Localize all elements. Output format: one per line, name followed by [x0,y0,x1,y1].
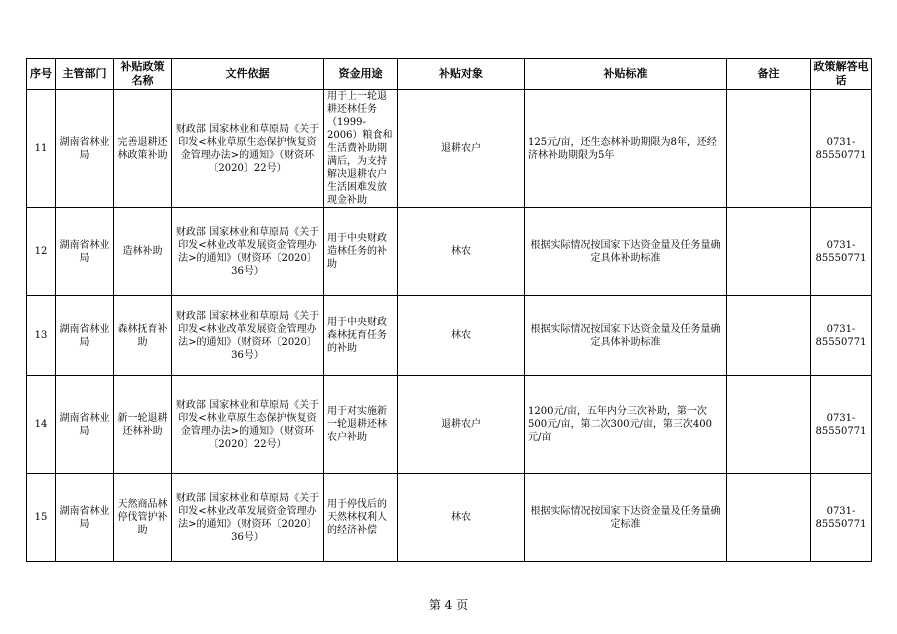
cell-standard: 1200元/亩，五年内分三次补助，第一次500元/亩，第二次300元/亩，第三次400元/亩 [525,376,727,474]
table-row [27,474,872,562]
cell-usage: 用于对实施新一轮退耕还林农户补助 [324,376,398,474]
table-row [27,90,872,208]
header-usage: 资金用途 [324,59,398,90]
cell-standard: 125元/亩，还生态林补助期限为8年，还经济林补助期限为5年 [525,90,727,208]
policy-table [26,58,872,562]
header-remark: 备注 [727,59,811,90]
cell-seq: 11 [27,90,56,208]
cell-remark [727,296,811,376]
cell-policy-name: 森林抚育补助 [114,296,172,376]
table-row [27,296,872,376]
cell-basis: 财政部 国家林业和草原局《关于印发<林业改革发展资金管理办法>的通知》（财资环〔2020〕36号） [172,296,324,376]
cell-basis: 财政部 国家林业和草原局《关于印发<林业改革发展资金管理办法>的通知》（财资环〔2020〕36号） [172,474,324,562]
cell-usage: 用于上一轮退耕还林任务（1999-2006）粮食和生活费补助期满后，为支持解决退耕农户生活困难发放现金补助 [324,90,398,208]
cell-dept: 湖南省林业局 [56,208,114,296]
cell-remark [727,208,811,296]
header-target: 补贴对象 [398,59,525,90]
cell-target: 林农 [398,296,525,376]
cell-seq: 13 [27,296,56,376]
header-dept: 主管部门 [56,59,114,90]
cell-target: 林农 [398,208,525,296]
cell-usage: 用于中央财政造林任务的补助 [324,208,398,296]
cell-remark [727,376,811,474]
cell-seq: 12 [27,208,56,296]
cell-dept: 湖南省林业局 [56,376,114,474]
cell-basis: 财政部 国家林业和草原局《关于印发<林业草原生态保护恢复资金管理办法>的通知》（财资环〔2020〕22号） [172,376,324,474]
table-row [27,208,872,296]
header-seq: 序号 [27,59,56,90]
cell-phone: 0731-85550771 [811,296,872,376]
cell-phone: 0731-85550771 [811,376,872,474]
cell-policy-name: 造林补助 [114,208,172,296]
cell-seq: 15 [27,474,56,562]
cell-seq: 14 [27,376,56,474]
cell-policy-name: 天然商品林停伐管护补助 [114,474,172,562]
header-row [27,59,872,90]
cell-phone: 0731-85550771 [811,90,872,208]
cell-standard: 根据实际情况按国家下达资金量及任务量确定具体补助标准 [525,296,727,376]
cell-dept: 湖南省林业局 [56,90,114,208]
cell-standard: 根据实际情况按国家下达资金量及任务量确定标准 [525,474,727,562]
cell-phone: 0731-85550771 [811,474,872,562]
cell-dept: 湖南省林业局 [56,296,114,376]
cell-target: 退耕农户 [398,90,525,208]
cell-policy-name: 完善退耕还林政策补助 [114,90,172,208]
cell-basis: 财政部 国家林业和草原局《关于印发<林业改革发展资金管理办法>的通知》（财资环〔2020〕36号） [172,208,324,296]
cell-phone: 0731-85550771 [811,208,872,296]
cell-remark [727,90,811,208]
header-phone: 政策解答电话 [811,59,872,90]
cell-usage: 用于中央财政森林抚育任务的补助 [324,296,398,376]
header-standard: 补贴标准 [525,59,727,90]
page-number: 第 4 页 [428,598,469,612]
cell-policy-name: 新一轮退耕还林补助 [114,376,172,474]
table-row [27,376,872,474]
cell-dept: 湖南省林业局 [56,474,114,562]
cell-target: 退耕农户 [398,376,525,474]
header-basis: 文件依据 [172,59,324,90]
cell-standard: 根据实际情况按国家下达资金量及任务量确定具体补助标准 [525,208,727,296]
header-policy-name: 补贴政策名称 [114,59,172,90]
cell-basis: 财政部 国家林业和草原局《关于印发<林业草原生态保护恢复资金管理办法>的通知》（财资环〔2020〕22号） [172,90,324,208]
cell-remark [727,474,811,562]
cell-target: 林农 [398,474,525,562]
cell-usage: 用于停伐后的天然林权利人的经济补偿 [324,474,398,562]
